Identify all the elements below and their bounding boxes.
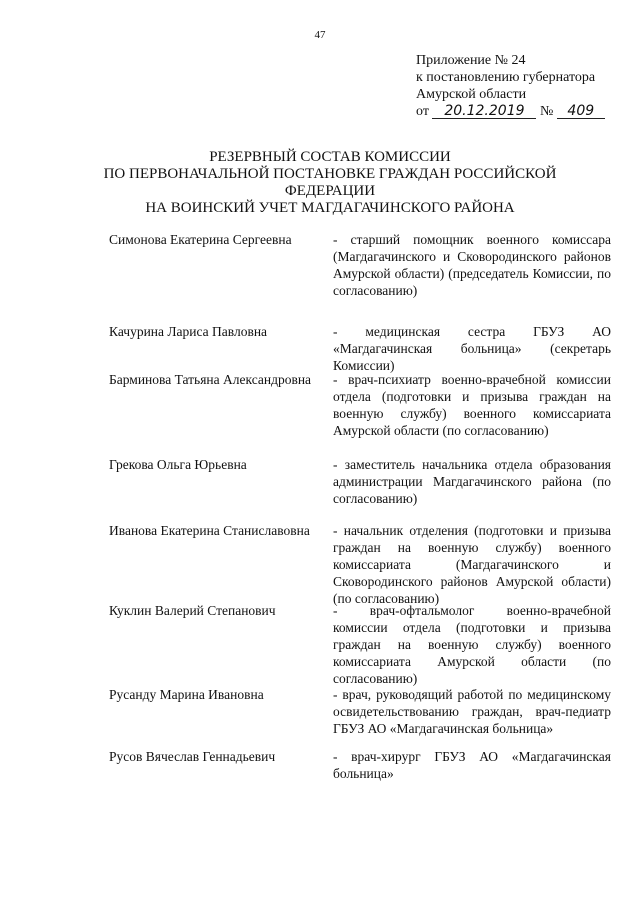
title-line-1: РЕЗЕРВНЫЙ СОСТАВ КОМИССИИ — [209, 149, 451, 165]
member-name: Русанду Марина Ивановна — [109, 687, 264, 702]
member-role: - врач-психиатр военно-врачебной комиссии отдела (подготовки и призыва граждан на военную службу) военного комиссариата Амурской области (по согласованию) — [333, 372, 611, 438]
member-name: Симонова Екатерина Сергеевна — [109, 232, 292, 247]
from-label: от — [416, 104, 429, 119]
member-row — [109, 522, 614, 606]
member-role: - заместитель начальника отдела образования администрации Магдагачинского района (по согласованию) — [333, 457, 611, 506]
member-role: - начальник отделения (подготовки и призыва граждан на военную службу) военного комиссариата (Магдагачинского и Сковородинского районов Амурской области) (по согласованию) — [333, 523, 611, 606]
handwritten-number: 409 — [557, 104, 605, 119]
member-name: Качурина Лариса Павловна — [109, 324, 268, 339]
member-role: - врач-офтальмолог военно-врачебной комиссии отдела (подготовки и призыва граждан на военную службу) военного комиссариата Амурской области (по согласованию) — [333, 603, 611, 686]
member-role: - врач, руководящий работой по медицинскому освидетельствованию граждан, врач-педиатр ГБУЗ АО «Магдагачинская больница» — [333, 687, 611, 736]
member-role: - врач-хирург ГБУЗ АО «Магдагачинская больница» — [333, 749, 611, 781]
member-role: - медицинская сестра ГБУЗ АО «Магдагачинская больница» (секретарь Комиссии) — [333, 324, 611, 373]
document-title — [60, 149, 600, 217]
member-role: - старший помощник военного комиссара (Магдагачинского и Сковородинского районов Амурской области) (председатель Комиссии, по согласованию) — [333, 232, 611, 298]
appendix-title: Приложение № 24 — [416, 53, 526, 68]
member-name: Иванова Екатерина Станиславовна — [109, 523, 310, 538]
member-row — [109, 456, 614, 522]
member-row — [109, 323, 614, 371]
page-number: 47 — [314, 29, 326, 41]
member-row — [109, 602, 614, 686]
member-name: Русов Вячеслав Геннадьевич — [109, 749, 276, 764]
member-name: Куклин Валерий Степанович — [109, 603, 276, 618]
handwritten-date: 20.12.2019 — [432, 104, 536, 119]
number-label: № — [539, 104, 554, 119]
member-row — [109, 371, 614, 456]
member-row — [109, 748, 614, 788]
member-row — [109, 686, 614, 748]
appendix-date-line — [416, 103, 605, 120]
appendix-region: Амурской области — [416, 87, 527, 102]
member-name: Барминова Татьяна Александровна — [109, 372, 312, 387]
title-line-2: ПО ПЕРВОНАЧАЛЬНОЙ ПОСТАНОВКЕ ГРАЖДАН РОССИЙСКОЙ ФЕДЕРАЦИИ — [103, 166, 557, 199]
member-name: Грекова Ольга Юрьевна — [109, 457, 247, 472]
member-row — [109, 231, 614, 323]
title-line-3: НА ВОИНСКИЙ УЧЕТ МАГДАГАЧИНСКОГО РАЙОНА — [145, 200, 515, 216]
appendix-block — [416, 52, 605, 120]
commission-roster — [109, 231, 614, 788]
appendix-reference: к постановлению губернатора — [416, 70, 596, 85]
